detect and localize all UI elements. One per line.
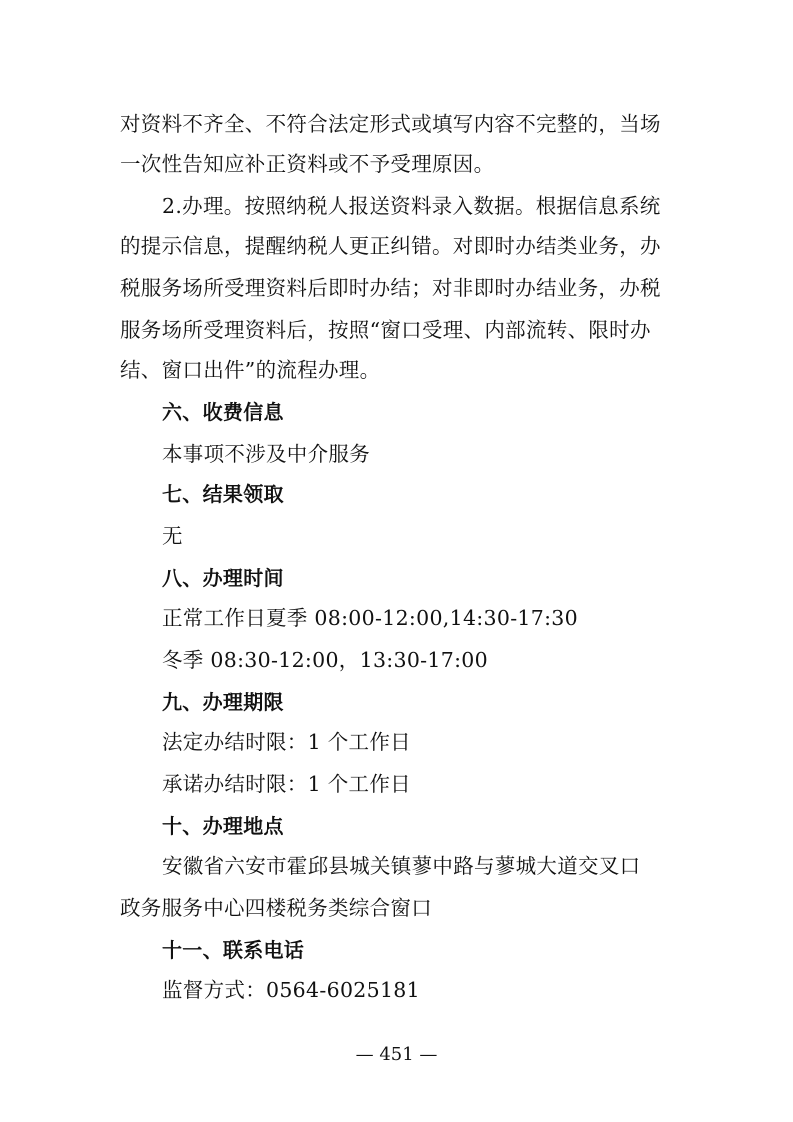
paragraph-line: 服务场所受理资料后，按照“窗口受理、内部流转、限时办: [120, 318, 651, 342]
section-heading-contact: 十一、联系电话: [162, 938, 305, 962]
paragraph-line: 税服务场所受理资料后即时办结；对非即时办结业务，办税: [120, 276, 661, 300]
location-line2: 政务服务中心四楼税务类综合窗口: [120, 896, 432, 920]
deadline-legal: 法定办结时限：1 个工作日: [162, 730, 411, 754]
section-heading-location: 十、办理地点: [162, 814, 284, 838]
paragraph-line: 结、窗口出件”的流程办理。: [120, 358, 381, 382]
paragraph-line: 对资料不齐全、不符合法定形式或填写内容不完整的，当场: [120, 112, 661, 136]
result-text: 无: [162, 524, 183, 548]
section-heading-hours: 八、办理时间: [162, 566, 284, 590]
section-heading-result: 七、结果领取: [162, 482, 284, 506]
hours-summer: 正常工作日夏季 08:00-12:00,14:30-17:30: [162, 606, 578, 630]
paragraph-line: 的提示信息，提醒纳税人更正纠错。对即时办结类业务，办: [120, 234, 661, 258]
paragraph-line: 一次性告知应补正资料或不予受理原因。: [120, 152, 495, 176]
fees-text: 本事项不涉及中介服务: [162, 442, 370, 466]
contact-text: 监督方式：0564-6025181: [162, 978, 420, 1002]
location-line1: 安徽省六安市霍邱县城关镇蓼中路与蓼城大道交叉口: [162, 854, 641, 878]
page-number: — 451 —: [355, 1044, 438, 1065]
deadline-promise: 承诺办结时限：1 个工作日: [162, 772, 411, 796]
hours-winter: 冬季 08:30-12:00，13:30-17:00: [162, 648, 488, 672]
section-heading-fees: 六、收费信息: [162, 400, 284, 424]
paragraph-line: 2.办理。按照纳税人报送资料录入数据。根据信息系统: [162, 194, 661, 218]
section-heading-deadline: 九、办理期限: [162, 690, 284, 714]
